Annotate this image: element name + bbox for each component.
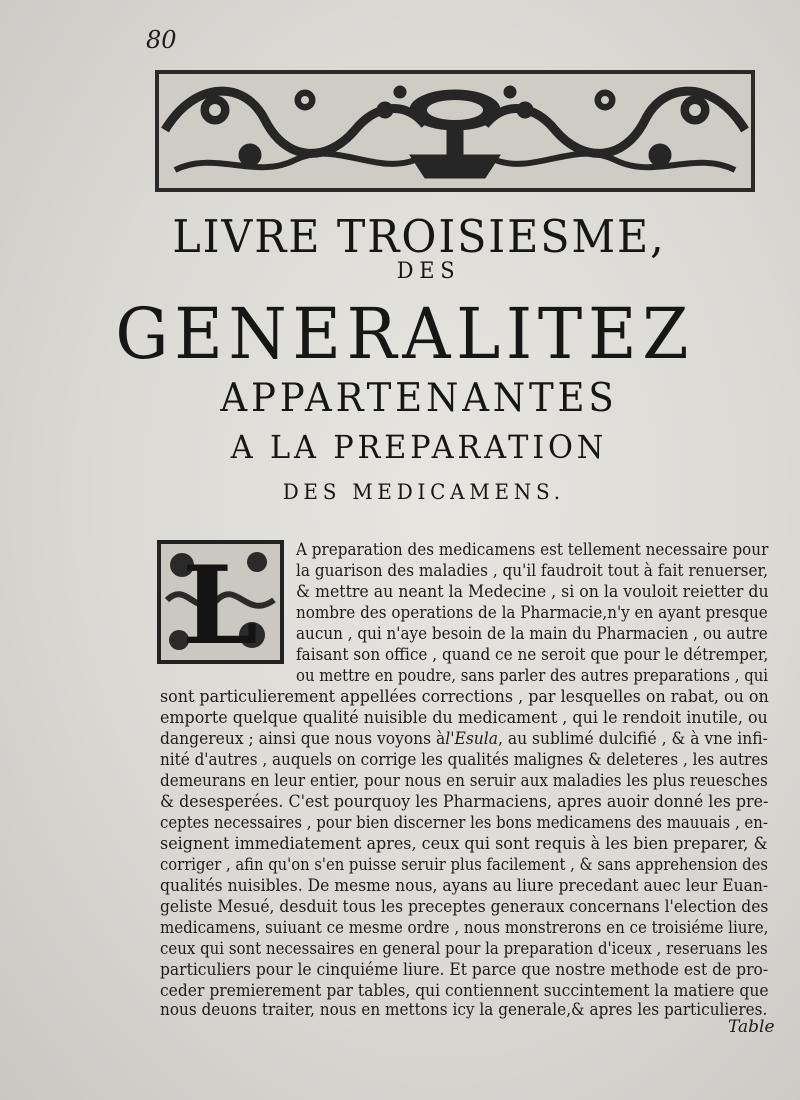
body-line-2: la guarison des maladies , qu'il faudroit tout à fait renuerser,: [296, 561, 768, 580]
body-line-12: demeurans en leur entier, pour nous en seruir aux maladies les plus reuesches: [160, 771, 768, 790]
book-title-line-1: LIVRE TROISIESME,: [172, 210, 666, 263]
body-line-5: aucun , qui n'aye besoin de la main du Pharmacien , ou autre: [296, 624, 768, 643]
book-title-line-3: GENERALITEZ: [115, 293, 695, 375]
book-title-line-5: A LA PREPARATION: [230, 428, 608, 466]
body-line-9: emporte quelque qualité nuisible du medicament , qui le rendoit inutile, ou: [160, 708, 768, 727]
body-line-10: [160, 729, 768, 749]
body-line-18: geliste Mesué, desduit tous les preceptes generaux concernans l'election des: [160, 897, 769, 916]
body-line-23: nous deuons traiter, nous en mettons icy la generale,& apres les particulieres.: [160, 1000, 768, 1019]
body-line-7: ou mettre en poudre, sans parler des autres preparations , qui: [296, 666, 769, 685]
decorative-initial: [157, 540, 284, 664]
body-line-3: & mettre au neant la Medecine , si on la vouloit reietter du: [296, 582, 769, 601]
body-line-4: nombre des operations de la Pharmacie,n'y en ayant presque: [296, 603, 768, 622]
body-line-13: & desesperées. C'est pourquoy les Pharmaciens, apres auoir donné les pre-: [160, 792, 769, 811]
body-line-11: nité d'autres , auquels on corrige les qualités malignes & deleteres , les autres: [160, 750, 769, 769]
body-line-10-text-a: dangereux ; ainsi que nous voyons à: [160, 729, 446, 748]
body-line-20: ceux qui sont necessaires en general pour la preparation d'iceux , reseruans les: [160, 939, 768, 958]
svg-text:L: L: [182, 543, 258, 664]
body-line-15: seignent immediatement apres, ceux qui sont requis à les bien preparer, &: [160, 834, 768, 853]
book-title-line-6: DES MEDICAMENS.: [282, 480, 565, 504]
ornamental-headpiece: [155, 70, 755, 192]
body-line-21: particuliers pour le cinquiéme liure. Et parce que nostre methode est de pro-: [160, 960, 769, 979]
italic-term-esula: l'Esula: [445, 729, 499, 748]
page-number: 80: [146, 26, 177, 54]
body-line-16: corriger , afin qu'on s'en puisse seruir plus facilement , & sans apprehension des: [160, 855, 768, 874]
body-line-8: sont particulierement appellées corrections , par lesquelles on rabat, ou on: [160, 687, 769, 706]
book-title-line-4: APPARTENANTES: [220, 376, 618, 421]
body-line-6: faisant son office , quand ce ne seroit que pour le détremper,: [296, 645, 769, 664]
body-line-10-text-b: , au sublimé dulcifié , & à vne infi-: [498, 729, 768, 748]
catchword: Table: [728, 1017, 775, 1037]
body-line-17: qualités nuisibles. De mesme nous, ayans au liure precedant auec leur Euan-: [160, 876, 769, 895]
body-line-1: A preparation des medicamens est tellement necessaire pour: [296, 540, 769, 559]
book-title-line-2: DES: [396, 259, 461, 284]
body-line-22: ceder premierement par tables, qui contiennent succintement la matiere que: [160, 981, 769, 1000]
body-line-19: medicamens, suiuant ce mesme ordre , nous monstrerons en ce troisiéme liure,: [160, 918, 769, 937]
body-line-14: ceptes necessaires , pour bien discerner les bons medicamens des mauuais , en-: [160, 813, 768, 832]
